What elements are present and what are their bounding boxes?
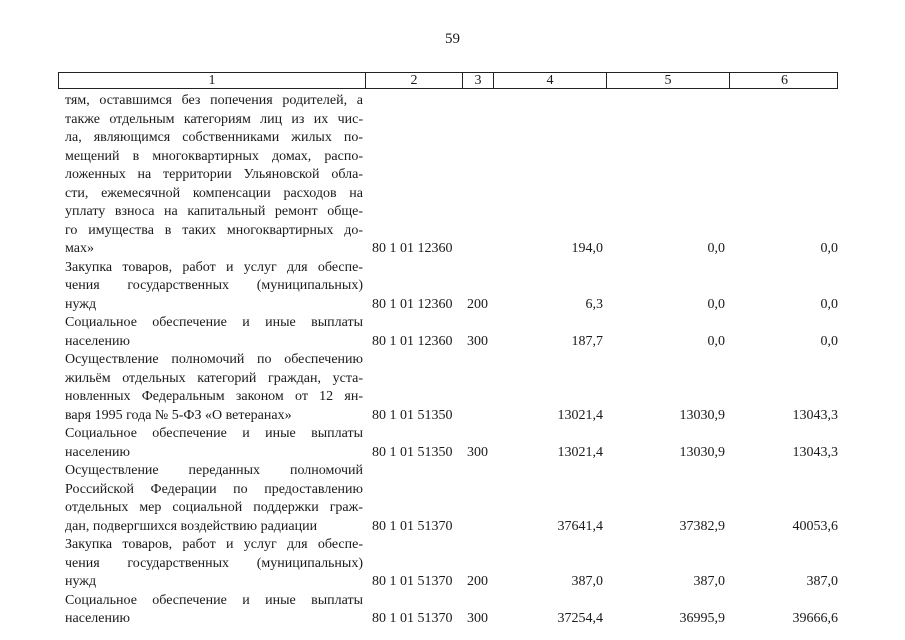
description-line: уплату взноса на капитальный ремонт обще- [65, 204, 363, 219]
description-line: жильём отдельных категорий граждан, уста- [65, 370, 363, 386]
description-line: дан, подвергшихся воздействию радиации [65, 518, 318, 534]
description-line: новленных Федеральным законом от 12 ян- [65, 389, 363, 404]
description-line: Осуществление полномочий по обеспечению [65, 352, 363, 367]
row-description [65, 592, 363, 629]
column-header-5: 5 [607, 73, 730, 88]
amount-col6-cell: 0,0 [820, 333, 838, 349]
budget-code-cell: 80 1 01 51370 [372, 574, 453, 589]
expense-type-cell: 200 [467, 574, 488, 589]
budget-code-cell: 80 1 01 12360 [372, 333, 453, 349]
description-line: тям, оставшимся без попечения родителей, а [65, 93, 363, 108]
amount-col4-cell: 37254,4 [557, 611, 603, 626]
description-line: также отдельным категориям лиц из их чис- [65, 111, 363, 127]
amount-col5-cell: 37382,9 [679, 518, 725, 534]
description-line: населению [65, 333, 130, 349]
description-line: чения государственных (муниципальных) [65, 555, 363, 571]
amount-col5-cell: 13030,9 [679, 407, 725, 423]
row-description [65, 314, 363, 351]
budget-code-cell: 80 1 01 12360 [372, 296, 453, 312]
row-description [65, 536, 363, 592]
amount-col5-cell: 0,0 [707, 241, 725, 256]
description-line: Закупка товаров, работ и услуг для обеспе- [65, 259, 363, 275]
expense-type-cell: 200 [467, 296, 488, 312]
description-line: Социальное обеспечение и иные выплаты [65, 592, 363, 608]
expense-type-cell: 300 [467, 444, 488, 460]
description-line: мах» [65, 241, 94, 256]
amount-col5-cell: 387,0 [693, 574, 725, 589]
amount-col4-cell: 387,0 [571, 574, 603, 589]
description-line: сти, ежемесячной компенсации расходов на [65, 185, 363, 201]
description-line: населению [65, 444, 130, 460]
description-line: го имущества в таких многоквартирных до- [65, 222, 363, 238]
amount-col6-cell: 387,0 [806, 574, 838, 589]
budget-code-cell: 80 1 01 51350 [372, 407, 453, 423]
budget-code-cell: 80 1 01 51350 [372, 444, 453, 460]
amount-col6-cell: 40053,6 [792, 518, 838, 534]
column-header-2: 2 [366, 73, 463, 88]
expense-type-cell: 300 [467, 333, 488, 349]
amount-col4-cell: 13021,4 [557, 407, 603, 423]
description-line: варя 1995 года № 5-ФЗ «О ветеранах» [65, 407, 292, 423]
description-line: чения государственных (муниципальных) [65, 278, 363, 293]
amount-col6-cell: 39666,6 [792, 611, 838, 626]
amount-col6-cell: 0,0 [820, 296, 838, 312]
amount-col4-cell: 37641,4 [557, 518, 603, 534]
description-line: Социальное обеспечение и иные выплаты [65, 426, 363, 441]
description-line: Российской Федерации по предоставлению [65, 481, 363, 497]
amount-col5-cell: 0,0 [707, 296, 725, 312]
budget-code-cell: 80 1 01 51370 [372, 518, 453, 534]
column-header-4: 4 [494, 73, 607, 88]
description-line: Закупка товаров, работ и услуг для обеспе- [65, 537, 363, 552]
row-description [65, 351, 363, 425]
column-header-3: 3 [463, 73, 494, 88]
amount-col6-cell: 0,0 [820, 241, 838, 256]
description-line: ложенных на территории Ульяновской обла- [65, 167, 363, 182]
amount-col4-cell: 13021,4 [557, 444, 603, 460]
row-description [65, 259, 363, 315]
description-line: нужд [65, 574, 97, 589]
amount-col5-cell: 13030,9 [679, 444, 725, 460]
description-line: мещений в многоквартирных домах, распо- [65, 148, 363, 164]
amount-col5-cell: 36995,9 [679, 611, 725, 626]
page-number: 59 [445, 31, 460, 47]
amount-col4-cell: 194,0 [571, 241, 603, 256]
amount-col6-cell: 13043,3 [792, 444, 838, 460]
description-line: Социальное обеспечение и иные выплаты [65, 315, 363, 330]
expense-type-cell: 300 [467, 611, 488, 626]
description-line: нужд [65, 296, 97, 312]
budget-code-cell: 80 1 01 51370 [372, 611, 453, 626]
description-line: отдельных мер социальной поддержки граж- [65, 500, 363, 515]
description-line: ла, являющимся собственниками жилых по- [65, 130, 363, 145]
row-description [65, 92, 363, 259]
column-header-6: 6 [781, 73, 788, 88]
amount-col4-cell: 187,7 [571, 333, 603, 349]
description-line: населению [65, 611, 130, 626]
amount-col6-cell: 13043,3 [792, 407, 838, 423]
row-description [65, 462, 363, 536]
column-header-1: 1 [59, 73, 366, 88]
description-line: Осуществление переданных полномочий [65, 463, 363, 478]
amount-col5-cell: 0,0 [707, 333, 725, 349]
row-description [65, 425, 363, 462]
amount-col4-cell: 6,3 [585, 296, 603, 312]
column-header-row [58, 72, 838, 89]
budget-code-cell: 80 1 01 12360 [372, 241, 453, 256]
